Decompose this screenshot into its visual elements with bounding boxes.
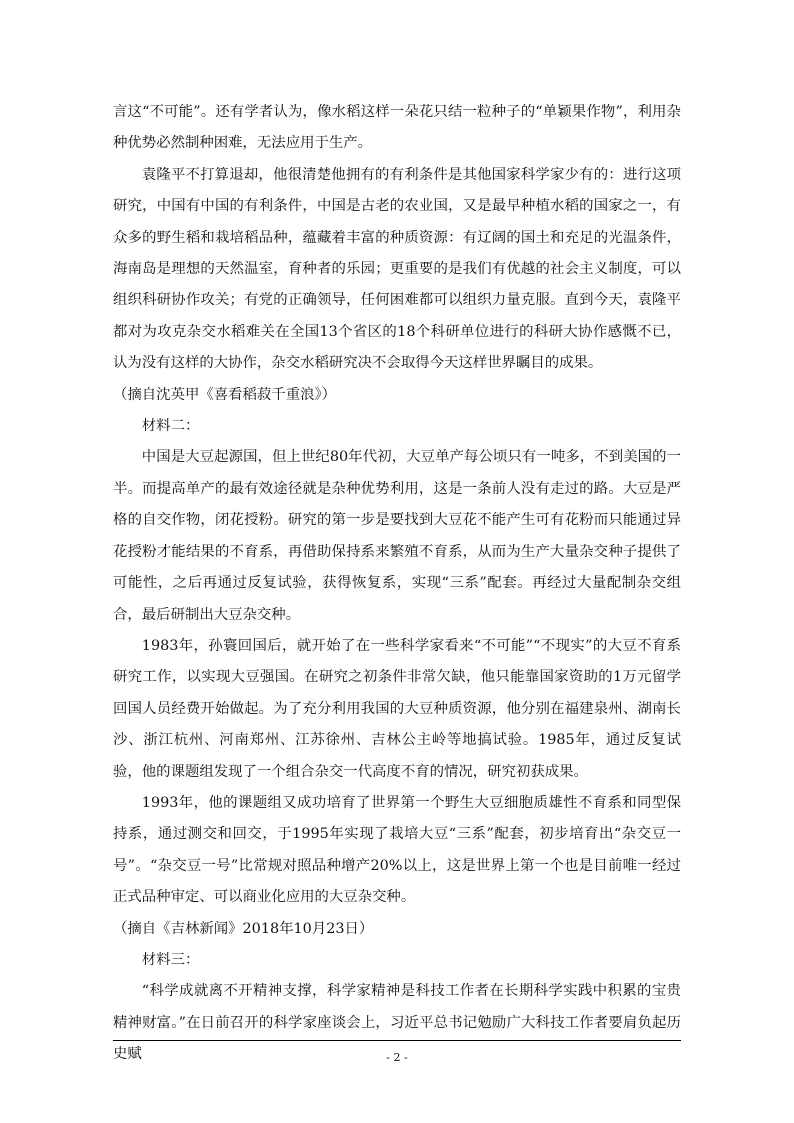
page-number: - 2 - [386,1051,408,1064]
material-three-heading: 材料三： [141,951,200,968]
source-citation-2: （摘自《吉林新闻》2018年10月23日） [113,920,374,937]
paragraph-yuan-longping: 袁隆平不打算退却，他很清楚他拥有的有利条件是其他国家科学家少有的：进行这项研究，中国有中国的有利条件，中国是古老的农业国，又是最早种植水稻的国家之一，有众多的野生稻和栽培稻品种，蕴藏着丰富的种质资源：有辽阔的国土和充足的光温条件，海南岛是理想的天然温室，育种者的乐园；更重要的是我们有优越的社会主义制度，可以组织科研协作攻关；有党的正确领导，任何困难都可以组织力量克服。直到今天，袁隆平都对为攻克杂交水稻难关在全国13个省区的18个科研单位进行的科研大协作感慨不已，认为没有这样的大协作，杂交水稻研究决不会取得今天这样世界瞩目的成果。 [113,166,681,372]
document-body [113,97,681,1071]
paragraph-1983: 1983年，孙寰回国后，就开始了在一些科学家看来“不可能”“不现实”的大豆不育系研究工作，以实现大豆强国。在研究之初条件非常欠缺，他只能靠国家资助的1万元留学回国人员经费开始做起。为了充分利用我国的大豆种质资源，他分别在福建泉州、湖南长沙、浙江杭州、河南郑州、江苏徐州、吉林公主岭等地搞试验。1985年，通过反复试验，他的课题组发现了一个组合杂交一代高度不育的情况，研究初获成果。 [113,637,681,780]
material-two-heading: 材料二： [141,418,200,435]
source-citation-1: （摘自沈英甲《喜看稻菽千重浪》） [113,386,337,403]
paragraph-scientist-spirit: “科学成就离不开精神支撑，科学家精神是科技工作者在长期科学实践中积累的宝贵精神财富。”在日前召开的科学家座谈会上，习近平总书记勉励广大科技工作者要肩负起历史赋 [113,983,681,1063]
paragraph-soybean-origin: 中国是大豆起源国，但上世纪80年代初，大豆单产每公顷只有一吨多，不到美国的一半。而提高单产的最有效途径就是杂种优势利用，这是一条前人没有走过的路。大豆是严格的自交作物，闭花授粉。研究的第一步是要找到大豆花不能产生可有花粉而只能通过异花授粉才能结果的不育系，再借助保持系来繁殖不育系，从而为生产大量杂交种子提供了可能性，之后再通过反复试验，获得恢复系，实现“三系”配套。再经过大量配制杂交组合，最后研制出大豆杂交种。 [113,449,681,623]
footer-rule [113,1040,681,1041]
paragraph-continuation: 言这“不可能”。还有学者认为，像水稻这样一朵花只结一粒种子的“单颖果作物”，利用杂种优势必然制种困难，无法应用于生产。 [113,104,681,152]
paragraph-1993: 1993年，他的课题组又成功培育了世界第一个野生大豆细胞质雄性不育系和同型保持系，通过测交和回交，于1995年实现了栽培大豆“三系”配套，初步培育出“杂交豆一号”。“杂交豆一号”比常规对照品种增产20%以上，这是世界上第一个也是目前唯一经过正式品种审定、可以商业化应用的大豆杂交种。 [113,794,681,906]
